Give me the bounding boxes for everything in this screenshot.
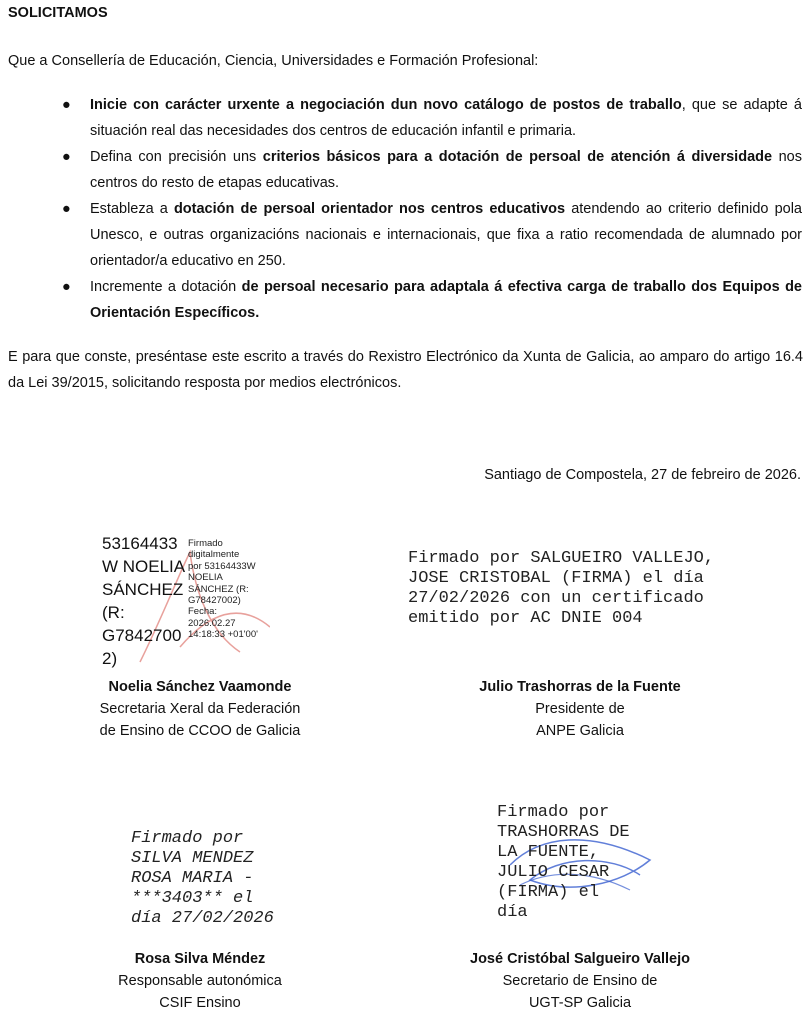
place-date: Santiago de Compostela, 27 de febreiro de 2026. [484,467,801,483]
signer-name: Noelia Sánchez Vaamonde [108,679,292,695]
list-item: ● Defina con precisión uns criterios básicos para a dotación de persoal de atención á diversidade nos centros do resto de etapas educativas. [62,144,802,196]
signer-name: Rosa Silva Méndez [134,951,266,967]
signer-block-3 [60,948,340,1014]
signer-role: ANPE Galicia [536,723,624,739]
signer-role: Secretaria Xeral da Federación [99,701,301,717]
bullet-icon: ● [62,97,71,113]
signer-role: Secretario de Ensino de [502,973,658,989]
signer-role: UGT-SP Galicia [528,995,632,1011]
signature-stamp-text: Firmado por SILVA MENDEZ ROSA MARIA - ***3403** el día 27/02/2026 [131,829,274,928]
list-item: ● Estableza a dotación de persoal orientador nos centros educativos atendendo ao criterio definido pola Unesco, e outras organizacións nacionais e internacionais, que fixa a ratio recomendada de alumnado por orientador/a educativo en 250. [62,196,802,274]
signature-stamp-text: Firmado por SALGUEIRO VALLEJO, JOSE CRISTOBAL (FIRMA) el día 27/02/2026 con un certificado emitido por AC DNIE 004 [408,549,715,628]
stamp-details: Firmado digitalmente por 53164433W NOELIA SÁNCHEZ (R: G78427002) Fecha: 2026.02.27 14:18:33 +01'00' [188,538,258,641]
request-list [62,92,802,326]
list-item: ● Inicie con carácter urxente a negociación dun novo catálogo de postos de traballo, que se adapte á situación real das necesidades dos centros de educación infantil e primaria. [62,92,802,144]
signer-role: de Ensino de CCOO de Galicia [99,723,301,739]
section-heading: SOLICITAMOS [8,5,108,21]
intro-paragraph: Que a Consellería de Educación, Ciencia, Universidades e Formación Profesional: [8,53,539,69]
bullet-icon: ● [62,201,71,217]
stamp-signer-id: 53164433 W NOELIA SÁNCHEZ (R: G7842700 2) [102,534,186,668]
bullet-icon: ● [62,149,71,165]
signature-stamp-text: Firmado por TRASHORRAS DE LA FUENTE, JULIO CESAR (FIRMA) el día [497,803,630,922]
signer-block-2 [440,676,720,742]
signer-block-1 [60,676,340,742]
signer-name: José Cristóbal Salgueiro Vallejo [470,951,690,967]
signer-role: Presidente de [535,701,625,717]
signer-role: Responsable autonómica [118,973,282,989]
signer-block-4 [440,948,720,1014]
signer-name: Julio Trashorras de la Fuente [479,679,681,695]
bullet-icon: ● [62,279,71,295]
digital-signature-stamp [100,532,300,672]
closing-paragraph: E para que conste, preséntase este escrito a través do Rexistro Electrónico da Xunta de Galicia, ao amparo do artigo 16.4 da Lei 39/2015, solicitando resposta por medios electrónicos. [8,349,803,391]
signer-role: CSIF Ensino [159,995,241,1011]
list-item: ● Incremente a dotación de persoal necesario para adaptala á efectiva carga de traballo dos Equipos de Orientación Específicos. [62,274,802,326]
